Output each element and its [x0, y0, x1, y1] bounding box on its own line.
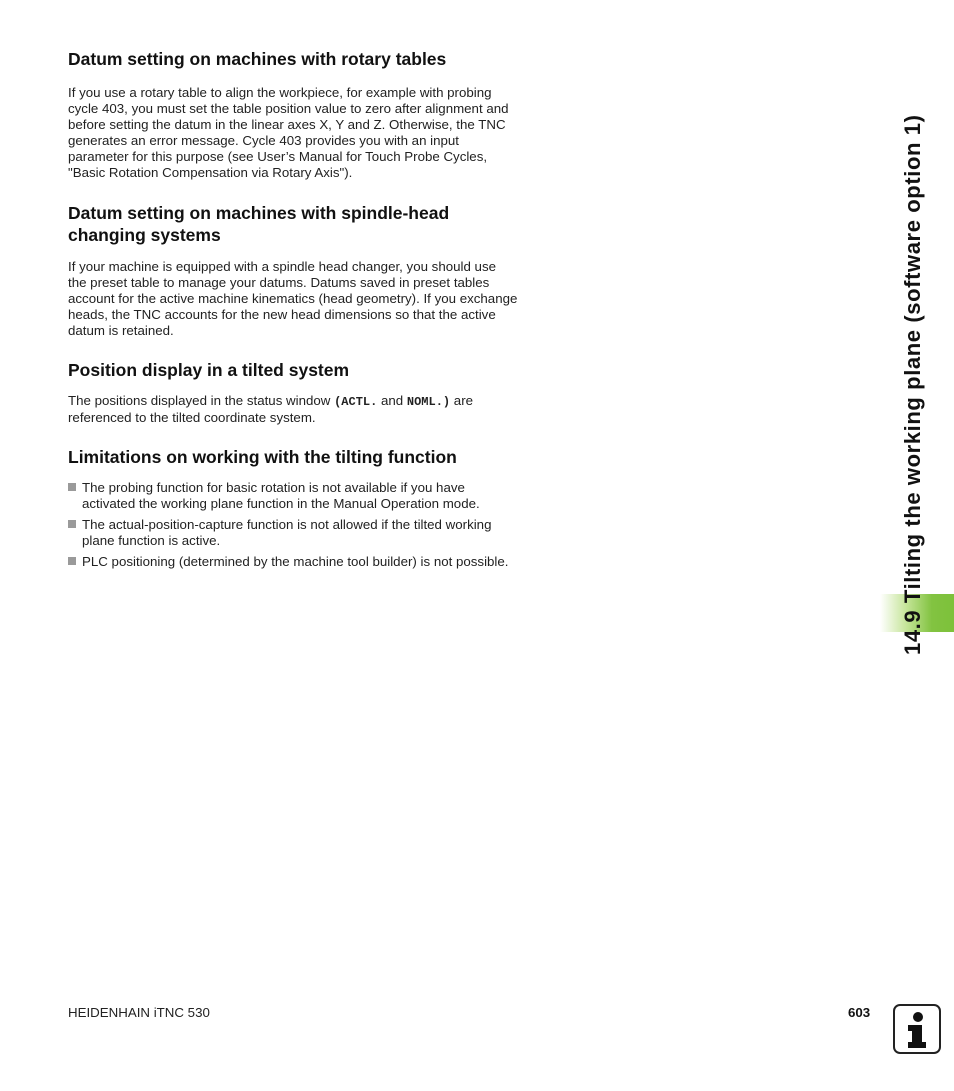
- list-item: [68, 517, 518, 549]
- section-body: [68, 393, 518, 426]
- list-item: [68, 554, 518, 570]
- section-body: If you use a rotary table to align the workpiece, for example with probing cycle 403, you must set the table position value to zero after alignment and before setting the datum in the linear axes X, Y and Z. Otherwise, the TNC generates an error message. Cycle 403 provides you with an input parameter for this purpose (see User’s Manual for Touch Probe Cycles, "Basic Rotation Compensation via Rotary Axis").: [68, 85, 509, 180]
- limitations-list: [68, 480, 518, 570]
- body-text: are referenced to the tilted coordinate system.: [68, 393, 474, 425]
- body-text: The positions displayed in the status window: [68, 393, 335, 408]
- page-content: [68, 48, 518, 575]
- side-chapter-title: 14.9 Tilting the working plane (software option 1): [900, 114, 925, 655]
- section-heading: Position display in a tilted system: [68, 360, 350, 380]
- square-bullet-icon: [68, 520, 76, 528]
- section-rotary-tables: [68, 48, 518, 181]
- list-item-text: The actual-position-capture function is not allowed if the tilted working plane function is active.: [82, 517, 492, 548]
- page-number: 603: [848, 1005, 871, 1020]
- list-item-text: The probing function for basic rotation is not available if you have activated the working plane function in the Manual Operation mode.: [82, 480, 480, 511]
- info-icon: [893, 1004, 941, 1054]
- section-body: If your machine is equipped with a spindle head changer, you should use the preset table to manage your datums. Datums saved in preset tables account for the active machine kinematics (head geometry). If you exchange heads, the TNC accounts for the new head dimensions so that the active datum is retained.: [68, 259, 518, 338]
- footer-product: HEIDENHAIN iTNC 530: [68, 1005, 210, 1020]
- actl-code: (ACTL.: [334, 395, 378, 409]
- list-item-text: PLC positioning (determined by the machine tool builder) is not possible.: [82, 554, 509, 569]
- info-glyph-icon: [895, 1006, 939, 1052]
- square-bullet-icon: [68, 557, 76, 565]
- section-spindle-head: [68, 202, 518, 339]
- section-heading: Datum setting on machines with rotary tables: [68, 49, 447, 69]
- section-position-display: [68, 359, 518, 426]
- list-item: [68, 480, 518, 512]
- section-heading: Limitations on working with the tilting function: [68, 447, 457, 467]
- square-bullet-icon: [68, 483, 76, 491]
- noml-code: NOML.): [406, 395, 451, 409]
- section-heading: Datum setting on machines with spindle-head changing systems: [68, 203, 450, 245]
- body-text: and: [377, 393, 407, 408]
- section-limitations: [68, 446, 518, 570]
